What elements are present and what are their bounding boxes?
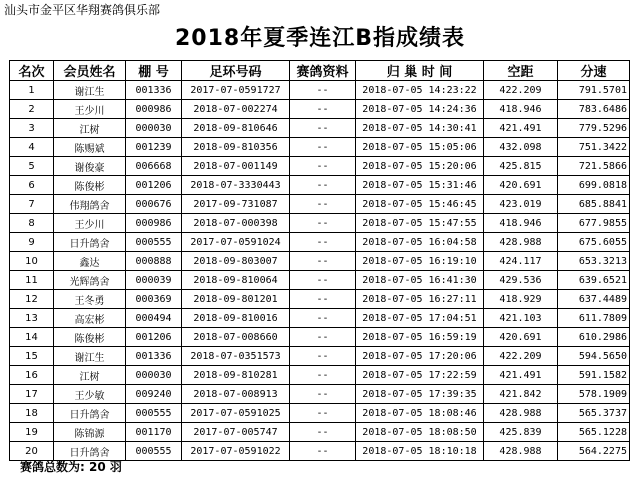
ring-cell: 2017-09-731087 <box>182 195 290 214</box>
ring-cell: 2018-07-008660 <box>182 328 290 347</box>
ring-cell: 2018-09-801201 <box>182 290 290 309</box>
info-cell: -- <box>290 119 356 138</box>
results-table <box>9 60 630 461</box>
rank-cell: 17 <box>10 385 54 404</box>
page-title: 2018年夏季连江B指成绩表 <box>175 26 465 51</box>
info-cell: -- <box>290 366 356 385</box>
info-cell: -- <box>290 385 356 404</box>
name-cell: 王少敏 <box>54 385 126 404</box>
header-row <box>10 61 630 81</box>
time-cell: 2018-07-05 15:05:06 <box>356 138 484 157</box>
time-cell: 2018-07-05 17:04:51 <box>356 309 484 328</box>
name-cell: 陈锦源 <box>54 423 126 442</box>
distance-cell: 422.209 <box>484 347 558 366</box>
distance-cell: 418.946 <box>484 214 558 233</box>
distance-cell: 428.988 <box>484 233 558 252</box>
time-cell: 2018-07-05 15:31:46 <box>356 176 484 195</box>
time-cell: 2018-07-05 16:19:10 <box>356 252 484 271</box>
table-row <box>10 233 630 252</box>
table-row <box>10 100 630 119</box>
speed-cell: 675.6055 <box>558 233 630 252</box>
name-cell: 谢江生 <box>54 347 126 366</box>
header-info: 赛鸽资料 <box>290 61 356 81</box>
distance-cell: 425.815 <box>484 157 558 176</box>
ring-cell: 2018-09-810281 <box>182 366 290 385</box>
loft-cell: 006668 <box>126 157 182 176</box>
info-cell: -- <box>290 347 356 366</box>
distance-cell: 423.019 <box>484 195 558 214</box>
ring-cell: 2017-07-0591024 <box>182 233 290 252</box>
loft-cell: 000369 <box>126 290 182 309</box>
distance-cell: 420.691 <box>484 328 558 347</box>
info-cell: -- <box>290 81 356 100</box>
info-cell: -- <box>290 157 356 176</box>
loft-cell: 000030 <box>126 366 182 385</box>
time-cell: 2018-07-05 14:23:22 <box>356 81 484 100</box>
rank-cell: 16 <box>10 366 54 385</box>
loft-cell: 000494 <box>126 309 182 328</box>
speed-cell: 639.6521 <box>558 271 630 290</box>
distance-cell: 418.946 <box>484 100 558 119</box>
loft-cell: 001206 <box>126 176 182 195</box>
loft-cell: 009240 <box>126 385 182 404</box>
speed-cell: 611.7809 <box>558 309 630 328</box>
distance-cell: 421.103 <box>484 309 558 328</box>
header-ring: 足环号码 <box>182 61 290 81</box>
rank-cell: 7 <box>10 195 54 214</box>
rank-cell: 15 <box>10 347 54 366</box>
speed-cell: 791.5701 <box>558 81 630 100</box>
table-row <box>10 328 630 347</box>
distance-cell: 429.536 <box>484 271 558 290</box>
loft-cell: 000986 <box>126 100 182 119</box>
time-cell: 2018-07-05 17:39:35 <box>356 385 484 404</box>
loft-cell: 000986 <box>126 214 182 233</box>
ring-cell: 2018-07-000398 <box>182 214 290 233</box>
table-row <box>10 404 630 423</box>
name-cell: 江树 <box>54 119 126 138</box>
table-row <box>10 195 630 214</box>
loft-cell: 000039 <box>126 271 182 290</box>
rank-cell: 14 <box>10 328 54 347</box>
info-cell: -- <box>290 309 356 328</box>
speed-cell: 699.0818 <box>558 176 630 195</box>
speed-cell: 721.5866 <box>558 157 630 176</box>
name-cell: 谢俊豪 <box>54 157 126 176</box>
speed-cell: 594.5650 <box>558 347 630 366</box>
loft-cell: 000555 <box>126 233 182 252</box>
rank-cell: 18 <box>10 404 54 423</box>
name-cell: 日升鸽舍 <box>54 233 126 252</box>
info-cell: -- <box>290 138 356 157</box>
time-cell: 2018-07-05 14:30:41 <box>356 119 484 138</box>
ring-cell: 2017-07-0591727 <box>182 81 290 100</box>
info-cell: -- <box>290 442 356 461</box>
speed-cell: 578.1909 <box>558 385 630 404</box>
table-row <box>10 157 630 176</box>
distance-cell: 421.491 <box>484 366 558 385</box>
info-cell: -- <box>290 214 356 233</box>
table-row <box>10 423 630 442</box>
loft-cell: 000676 <box>126 195 182 214</box>
header-name: 会员姓名 <box>54 61 126 81</box>
ring-cell: 2017-07-0591022 <box>182 442 290 461</box>
ring-cell: 2018-07-0351573 <box>182 347 290 366</box>
name-cell: 陈赐斌 <box>54 138 126 157</box>
loft-cell: 001170 <box>126 423 182 442</box>
table-row <box>10 347 630 366</box>
speed-cell: 677.9855 <box>558 214 630 233</box>
distance-cell: 418.929 <box>484 290 558 309</box>
speed-cell: 783.6486 <box>558 100 630 119</box>
time-cell: 2018-07-05 18:08:50 <box>356 423 484 442</box>
distance-cell: 428.988 <box>484 404 558 423</box>
rank-cell: 5 <box>10 157 54 176</box>
loft-cell: 000555 <box>126 404 182 423</box>
time-cell: 2018-07-05 16:59:19 <box>356 328 484 347</box>
header-rank: 名次 <box>10 61 54 81</box>
distance-cell: 425.839 <box>484 423 558 442</box>
name-cell: 江树 <box>54 366 126 385</box>
loft-cell: 001336 <box>126 81 182 100</box>
speed-cell: 565.1228 <box>558 423 630 442</box>
ring-cell: 2018-09-810356 <box>182 138 290 157</box>
ring-cell: 2018-07-001149 <box>182 157 290 176</box>
table-row <box>10 290 630 309</box>
speed-cell: 564.2275 <box>558 442 630 461</box>
time-cell: 2018-07-05 18:10:18 <box>356 442 484 461</box>
speed-cell: 685.8841 <box>558 195 630 214</box>
time-cell: 2018-07-05 14:24:36 <box>356 100 484 119</box>
name-cell: 光辉鸽舍 <box>54 271 126 290</box>
time-cell: 2018-07-05 15:20:06 <box>356 157 484 176</box>
table-row <box>10 385 630 404</box>
loft-cell: 001239 <box>126 138 182 157</box>
info-cell: -- <box>290 404 356 423</box>
table-row <box>10 81 630 100</box>
header-speed: 分速 <box>558 61 630 81</box>
name-cell: 陈俊彬 <box>54 176 126 195</box>
distance-cell: 420.691 <box>484 176 558 195</box>
table-row <box>10 138 630 157</box>
rank-cell: 1 <box>10 81 54 100</box>
rank-cell: 6 <box>10 176 54 195</box>
distance-cell: 428.988 <box>484 442 558 461</box>
info-cell: -- <box>290 176 356 195</box>
table-row <box>10 252 630 271</box>
name-cell: 鑫达 <box>54 252 126 271</box>
info-cell: -- <box>290 290 356 309</box>
name-cell: 日升鸽舍 <box>54 404 126 423</box>
speed-cell: 779.5296 <box>558 119 630 138</box>
time-cell: 2018-07-05 16:04:58 <box>356 233 484 252</box>
rank-cell: 12 <box>10 290 54 309</box>
distance-cell: 421.491 <box>484 119 558 138</box>
rank-cell: 4 <box>10 138 54 157</box>
rank-cell: 13 <box>10 309 54 328</box>
loft-cell: 000888 <box>126 252 182 271</box>
rank-cell: 10 <box>10 252 54 271</box>
rank-cell: 19 <box>10 423 54 442</box>
rank-cell: 2 <box>10 100 54 119</box>
name-cell: 陈俊彬 <box>54 328 126 347</box>
rank-cell: 8 <box>10 214 54 233</box>
ring-cell: 2018-09-810064 <box>182 271 290 290</box>
speed-cell: 637.4489 <box>558 290 630 309</box>
table-row <box>10 119 630 138</box>
ring-cell: 2018-09-810016 <box>182 309 290 328</box>
header-distance: 空距 <box>484 61 558 81</box>
speed-cell: 610.2986 <box>558 328 630 347</box>
name-cell: 日升鸽舍 <box>54 442 126 461</box>
rank-cell: 20 <box>10 442 54 461</box>
name-cell: 王冬勇 <box>54 290 126 309</box>
time-cell: 2018-07-05 16:27:11 <box>356 290 484 309</box>
distance-cell: 424.117 <box>484 252 558 271</box>
time-cell: 2018-07-05 15:47:55 <box>356 214 484 233</box>
name-cell: 高宏彬 <box>54 309 126 328</box>
distance-cell: 421.842 <box>484 385 558 404</box>
ring-cell: 2018-07-008913 <box>182 385 290 404</box>
rank-cell: 9 <box>10 233 54 252</box>
time-cell: 2018-07-05 15:46:45 <box>356 195 484 214</box>
loft-cell: 000555 <box>126 442 182 461</box>
speed-cell: 591.1582 <box>558 366 630 385</box>
header-loft: 棚 号 <box>126 61 182 81</box>
rank-cell: 3 <box>10 119 54 138</box>
table-row <box>10 366 630 385</box>
info-cell: -- <box>290 195 356 214</box>
info-cell: -- <box>290 423 356 442</box>
name-cell: 伟翔鸽舍 <box>54 195 126 214</box>
speed-cell: 653.3213 <box>558 252 630 271</box>
ring-cell: 2018-07-002274 <box>182 100 290 119</box>
time-cell: 2018-07-05 18:08:46 <box>356 404 484 423</box>
time-cell: 2018-07-05 17:22:59 <box>356 366 484 385</box>
name-cell: 王少川 <box>54 100 126 119</box>
ring-cell: 2018-07-3330443 <box>182 176 290 195</box>
name-cell: 王少川 <box>54 214 126 233</box>
name-cell: 谢江生 <box>54 81 126 100</box>
distance-cell: 432.098 <box>484 138 558 157</box>
rank-cell: 11 <box>10 271 54 290</box>
ring-cell: 2017-07-0591025 <box>182 404 290 423</box>
table-row <box>10 214 630 233</box>
time-cell: 2018-07-05 16:41:30 <box>356 271 484 290</box>
loft-cell: 001206 <box>126 328 182 347</box>
table-row <box>10 309 630 328</box>
info-cell: -- <box>290 233 356 252</box>
ring-cell: 2017-07-005747 <box>182 423 290 442</box>
club-name: 汕头市金平区华翔赛鸽俱乐部 <box>4 3 161 17</box>
loft-cell: 001336 <box>126 347 182 366</box>
info-cell: -- <box>290 252 356 271</box>
ring-cell: 2018-09-810646 <box>182 119 290 138</box>
info-cell: -- <box>290 271 356 290</box>
speed-cell: 565.3737 <box>558 404 630 423</box>
table-row <box>10 176 630 195</box>
info-cell: -- <box>290 100 356 119</box>
header-time: 归 巢 时 间 <box>356 61 484 81</box>
distance-cell: 422.209 <box>484 81 558 100</box>
time-cell: 2018-07-05 17:20:06 <box>356 347 484 366</box>
table-row <box>10 271 630 290</box>
ring-cell: 2018-09-803007 <box>182 252 290 271</box>
speed-cell: 751.3422 <box>558 138 630 157</box>
total-count: 赛鸽总数为: 20 羽 <box>20 460 122 474</box>
loft-cell: 000030 <box>126 119 182 138</box>
info-cell: -- <box>290 328 356 347</box>
